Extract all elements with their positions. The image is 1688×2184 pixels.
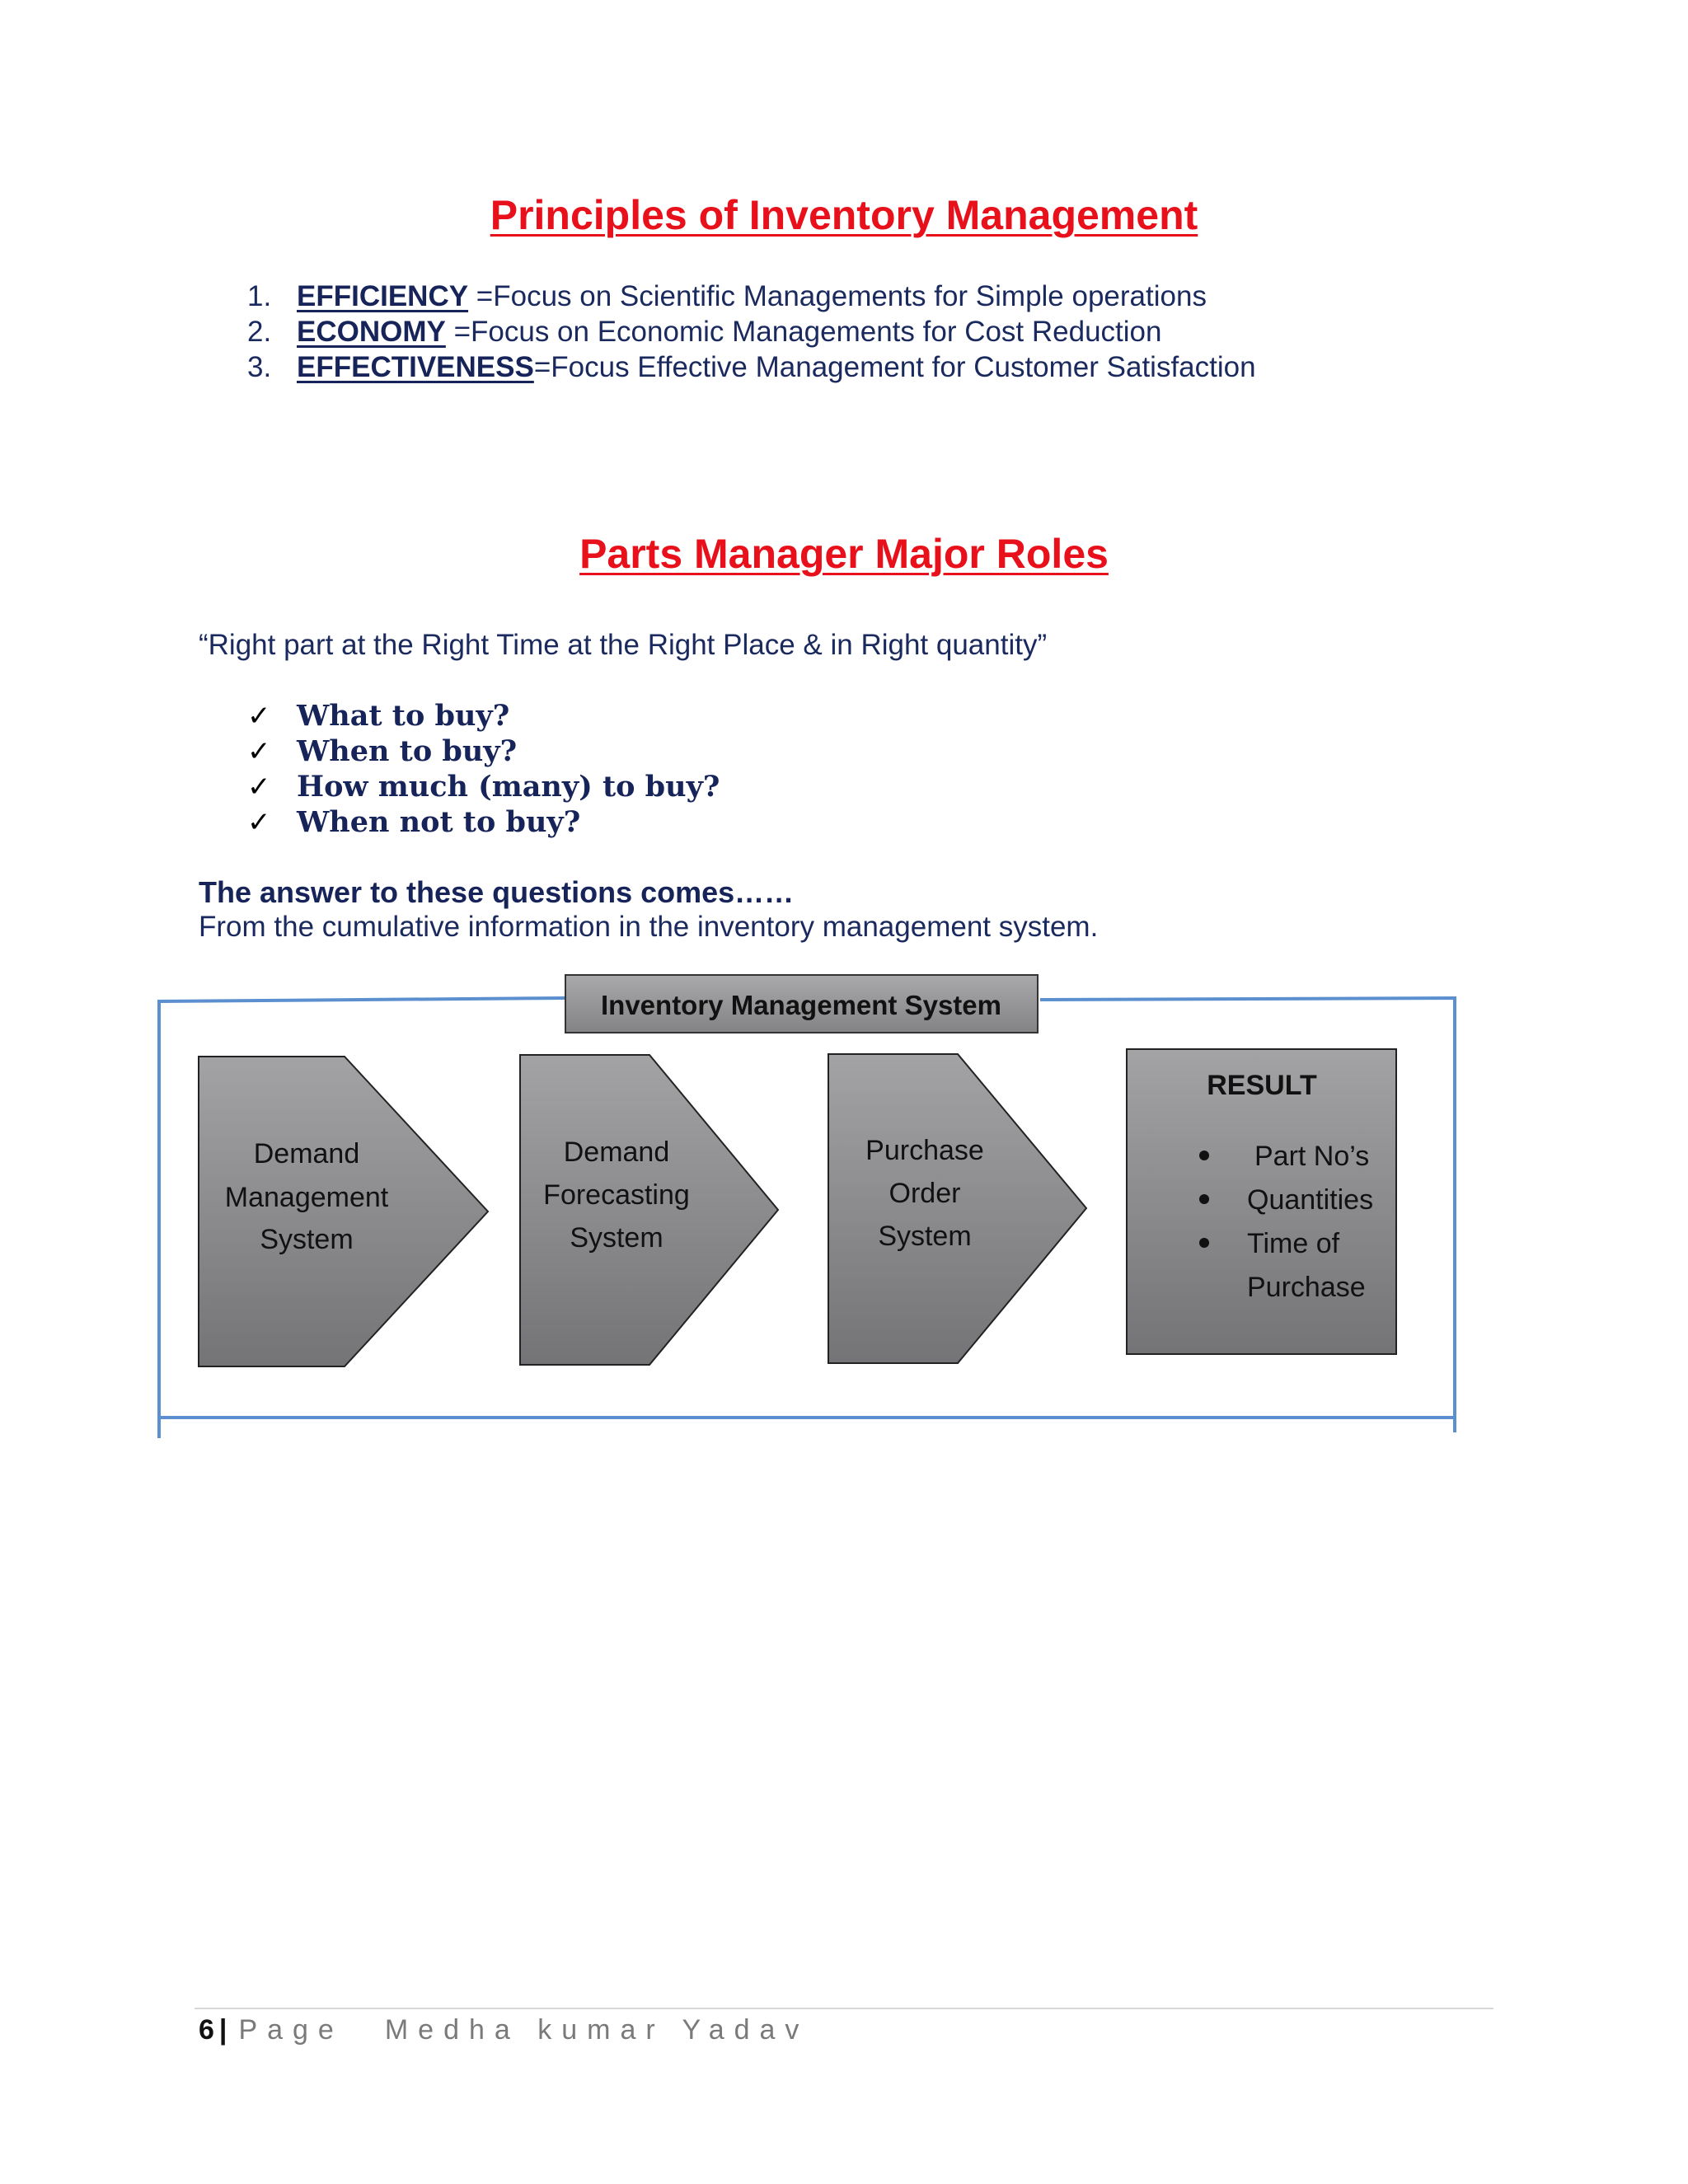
list-number: 3. (247, 351, 272, 383)
check-icon: ✓ (247, 736, 271, 767)
bullet-icon (1199, 1194, 1209, 1204)
bullet-icon (1199, 1238, 1209, 1248)
page-separator: | (218, 2014, 227, 2046)
question-text: When to buy? (297, 734, 518, 768)
principle-term: EFFICIENCY (297, 280, 469, 312)
roles-quote: “Right part at the Right Time at the Right Place & in Right quantity” (199, 629, 1048, 661)
step-purchase-order (828, 1054, 1086, 1363)
principle-desc: =Focus Effective Management for Customer Satisfaction (533, 351, 1256, 383)
list-number: 2. (247, 316, 272, 348)
result-title: RESULT (1207, 1070, 1317, 1101)
page-word: Page (238, 2014, 344, 2046)
check-icon: ✓ (247, 771, 271, 803)
principle-desc: =Focus on Economic Managements for Cost Reduction (445, 316, 1162, 348)
result-item: Purchase (1247, 1272, 1366, 1303)
principle-term: ECONOMY (297, 316, 446, 348)
step-text: Forecasting (543, 1179, 690, 1211)
check-icon: ✓ (247, 701, 271, 732)
frame-label: Inventory Management System (601, 990, 1001, 1020)
principles-title: Principles of Inventory Management (490, 192, 1198, 238)
question-text: When not to buy? (297, 805, 581, 839)
result-item: Part No’s (1254, 1141, 1370, 1172)
step-demand-forecasting (520, 1055, 778, 1365)
step-text: Order (889, 1178, 961, 1209)
principle-term: EFFECTIVENESS (297, 351, 534, 383)
step-text: System (878, 1221, 972, 1252)
result-box (1127, 1049, 1396, 1354)
step-text: Purchase (865, 1135, 984, 1166)
result-item: Time of (1247, 1228, 1340, 1259)
question-text: What to buy? (297, 699, 510, 733)
answer-heading: The answer to these questions comes…… (199, 875, 795, 909)
principle-desc: =Focus on Scientific Managements for Simple operations (468, 280, 1207, 312)
step-text: System (570, 1222, 663, 1254)
step-text: Demand (253, 1138, 360, 1169)
list-number: 1. (247, 280, 272, 312)
step-demand-management (199, 1057, 488, 1366)
footer-author: Medha kumar Yadav (384, 2014, 809, 2046)
step-text: Management (224, 1182, 389, 1213)
bullet-icon (1199, 1151, 1209, 1160)
answer-text: From the cumulative information in the inventory management system. (199, 911, 1099, 943)
check-icon: ✓ (247, 807, 271, 838)
step-text: System (260, 1224, 354, 1255)
step-text: Demand (563, 1137, 670, 1168)
question-text: How much (many) to buy? (297, 770, 720, 804)
page-number: 6 (199, 2014, 214, 2046)
roles-title: Parts Manager Major Roles (579, 531, 1109, 577)
result-item: Quantities (1247, 1184, 1374, 1216)
page-footer (199, 2014, 809, 2046)
